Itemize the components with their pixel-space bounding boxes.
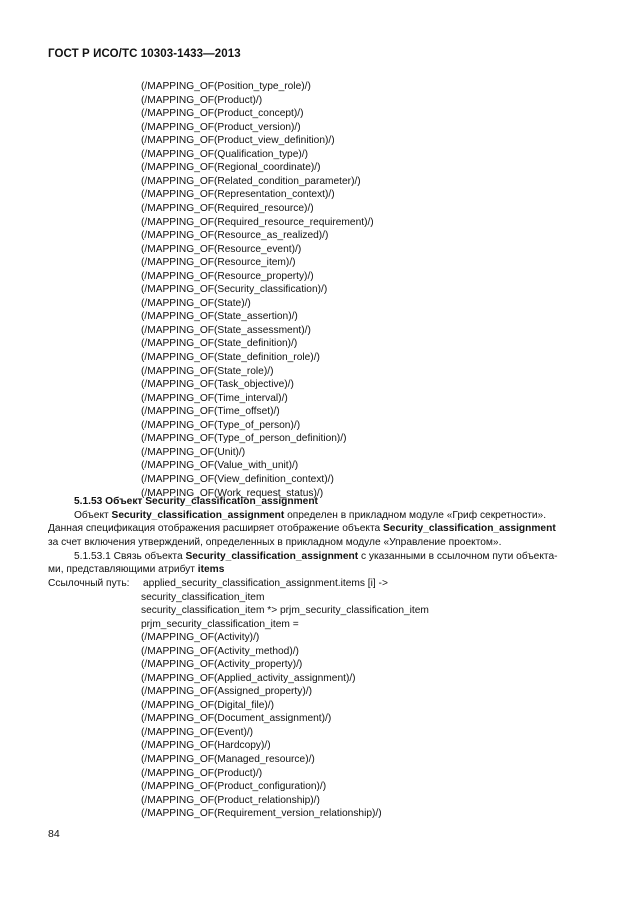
mapping-line: (/MAPPING_OF(Requirement_version_relationship)/) [141, 808, 382, 820]
entity-name: Security_classification_assignment [185, 551, 359, 562]
subsection-line-2: ми, представляющими атрибут items [48, 564, 225, 575]
mapping-line: (/MAPPING_OF(Hardcopy)/) [141, 740, 271, 752]
mapping-line: (/MAPPING_OF(Type_of_person)/) [141, 419, 301, 431]
mapping-line: (/MAPPING_OF(Product_version)/) [141, 121, 301, 133]
mapping-line: (/MAPPING_OF(State_definition)/) [141, 338, 298, 350]
mapping-line: (/MAPPING_OF(Product)/) [141, 94, 263, 106]
mapping-line: (/MAPPING_OF(Digital_file)/) [141, 699, 275, 711]
mapping-line: (/MAPPING_OF(Regional_coordinate)/) [141, 162, 321, 174]
reference-path-line: applied_security_classification_assignment.items [i] -> [143, 578, 388, 589]
subsection-heading: 5.1.53.1 Связь объекта Security_classification_assignment с указанными в ссылочном пути объекта- [74, 551, 558, 562]
attribute-name: items [197, 564, 225, 575]
mapping-line: (/MAPPING_OF(Type_of_person_definition)/) [141, 433, 347, 445]
mapping-line: (/MAPPING_OF(View_definition_context)/) [141, 474, 334, 485]
mapping-line: (/MAPPING_OF(Activity_property)/) [141, 659, 303, 671]
mapping-line: (/MAPPING_OF(Position_type_role)/) [141, 81, 311, 92]
mapping-line: (/MAPPING_OF(Product_relationship)/) [141, 794, 320, 806]
mapping-line: (/MAPPING_OF(Representation_context)/) [141, 189, 335, 201]
mapping-line: (/MAPPING_OF(State_assertion)/) [141, 311, 298, 323]
mapping-line: (/MAPPING_OF(Security_classification)/) [141, 284, 328, 296]
mapping-line: (/MAPPING_OF(Product_view_definition)/) [141, 135, 335, 147]
mapping-line: (/MAPPING_OF(Time_interval)/) [141, 392, 288, 404]
mapping-line: (/MAPPING_OF(Resource_property)/) [141, 270, 314, 282]
paragraph-2: Данная спецификация отображения расширяет отображение объекта Security_classification_assignment [48, 523, 556, 534]
mapping-line: (/MAPPING_OF(State_role)/) [141, 365, 274, 377]
mapping-line: (/MAPPING_OF(Assigned_property)/) [141, 686, 312, 698]
mapping-line: (/MAPPING_OF(Related_condition_parameter)/) [141, 175, 361, 187]
reference-path-line: security_classification_item *> prjm_security_classification_item [141, 605, 429, 616]
reference-path-line: prjm_security_classification_item = [141, 619, 299, 630]
mapping-line: (/MAPPING_OF(Resource_event)/) [141, 243, 302, 255]
paragraph-3: за счет включения утверждений, определенных в прикладном модуле «Управление проектом». [48, 537, 502, 548]
reference-path-line: security_classification_item [141, 592, 265, 603]
mapping-line: (/MAPPING_OF(Product)/) [141, 767, 263, 779]
mapping-line: (/MAPPING_OF(Required_resource_requirement)/) [141, 216, 374, 228]
mapping-line: (/MAPPING_OF(Activity_method)/) [141, 645, 299, 657]
entity-name: Security_classification_assignment [111, 510, 285, 521]
reference-path-label: Ссылочный путь: [48, 578, 130, 589]
mapping-line: (/MAPPING_OF(Task_objective)/) [141, 379, 294, 391]
mapping-line: (/MAPPING_OF(State_assessment)/) [141, 324, 311, 336]
mapping-line: (/MAPPING_OF(Applied_activity_assignment)/) [141, 672, 356, 684]
section-heading: 5.1.53 Объект Security_classification_assignment [74, 496, 318, 507]
mapping-line: (/MAPPING_OF(Event)/) [141, 726, 254, 738]
mapping-line: (/MAPPING_OF(State)/) [141, 297, 251, 309]
entity-name: Security_classification_assignment [383, 523, 556, 534]
mapping-line: (/MAPPING_OF(Unit)/) [141, 446, 246, 458]
mapping-line: (/MAPPING_OF(Work_request_status)/) [141, 487, 324, 499]
mapping-line: (/MAPPING_OF(Time_offset)/) [141, 406, 280, 418]
mapping-line: (/MAPPING_OF(Qualification_type)/) [141, 148, 309, 160]
mapping-line: (/MAPPING_OF(Product_concept)/) [141, 108, 304, 120]
page-header: ГОСТ Р ИСО/ТС 10303-1433—2013 [48, 48, 241, 60]
page-number: 84 [48, 828, 60, 840]
mapping-line: (/MAPPING_OF(Resource_item)/) [141, 257, 296, 269]
mapping-line: (/MAPPING_OF(State_definition_role)/) [141, 352, 320, 363]
mapping-line: (/MAPPING_OF(Required_resource)/) [141, 202, 314, 214]
mapping-line: (/MAPPING_OF(Managed_resource)/) [141, 754, 315, 765]
mapping-line: (/MAPPING_OF(Value_with_unit)/) [141, 460, 299, 472]
mapping-line: (/MAPPING_OF(Document_assignment)/) [141, 713, 332, 725]
mapping-line: (/MAPPING_OF(Product_configuration)/) [141, 781, 327, 792]
paragraph-1: Объект Security_classification_assignment определен в прикладном модуле «Гриф секретности». [74, 510, 547, 521]
mapping-line: (/MAPPING_OF(Activity)/) [141, 632, 260, 643]
mapping-line: (/MAPPING_OF(Resource_as_realized)/) [141, 230, 329, 242]
